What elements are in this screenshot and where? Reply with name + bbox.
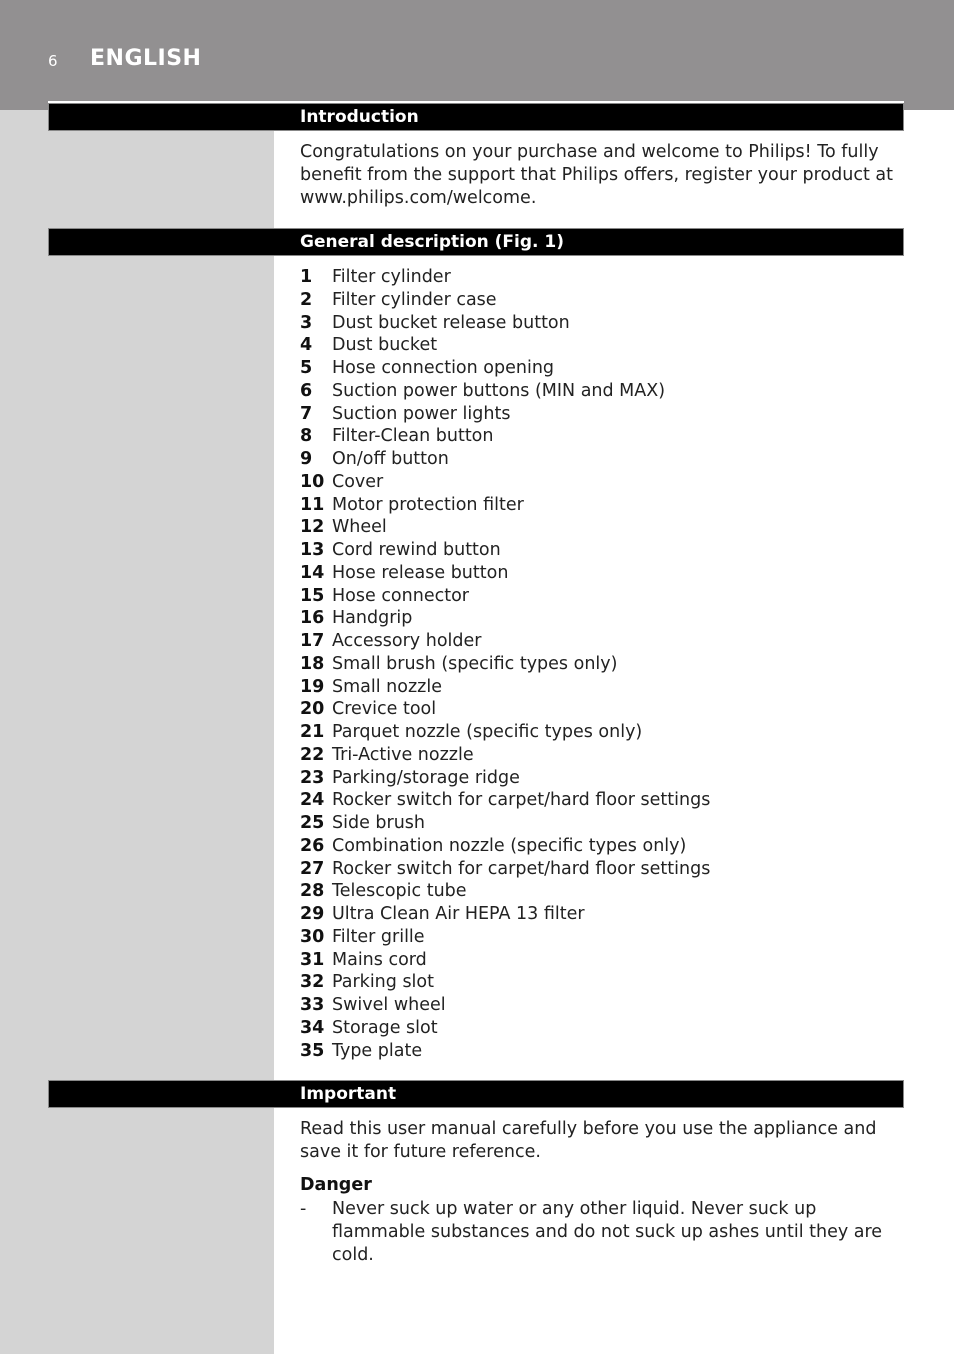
item-label: Storage slot bbox=[332, 1017, 438, 1038]
section-header-important bbox=[48, 1080, 904, 1108]
item-label: Small nozzle bbox=[332, 676, 442, 697]
item-label: Motor protection filter bbox=[332, 494, 524, 515]
item-number: 34 bbox=[300, 1017, 325, 1038]
item-label: Crevice tool bbox=[332, 699, 437, 720]
item-number: 26 bbox=[300, 835, 325, 856]
list-item bbox=[300, 653, 904, 676]
list-item bbox=[300, 812, 904, 835]
item-label: Swivel wheel bbox=[332, 995, 446, 1015]
list-item bbox=[300, 425, 904, 448]
danger-bullet-text: Never suck up water or any other liquid. Never suck up flammable substances and do not suck up ashes until they are cold. bbox=[332, 1199, 883, 1265]
item-number: 22 bbox=[300, 744, 325, 765]
item-label: Filter grille bbox=[332, 926, 425, 947]
list-item bbox=[300, 562, 904, 585]
item-label: Dust bucket release button bbox=[332, 312, 570, 333]
list-item bbox=[300, 1017, 904, 1040]
item-number: 7 bbox=[300, 403, 313, 424]
introduction-text: Congratulations on your purchase and welcome to Philips! To fully benefit from the support that Philips offers, register your product at www.philips.com/welcome. bbox=[300, 142, 894, 208]
item-number: 3 bbox=[300, 312, 313, 333]
danger-heading: Danger bbox=[300, 1175, 372, 1195]
item-label: Suction power lights bbox=[332, 403, 511, 424]
list-item bbox=[300, 835, 904, 858]
item-label: Ultra Clean Air HEPA 13 filter bbox=[332, 904, 585, 924]
item-number: 27 bbox=[300, 858, 325, 879]
item-number: 16 bbox=[300, 608, 325, 629]
item-label: Parking/storage ridge bbox=[332, 767, 520, 788]
item-label: Mains cord bbox=[332, 949, 427, 970]
item-label: Parking slot bbox=[332, 972, 434, 993]
item-label: Suction power buttons (MIN and MAX) bbox=[332, 380, 666, 401]
item-number: 25 bbox=[300, 813, 325, 833]
section-header-introduction bbox=[48, 103, 904, 131]
list-item bbox=[300, 789, 904, 812]
danger-bullet bbox=[300, 1198, 904, 1267]
section-header-general-description bbox=[48, 228, 904, 256]
list-item bbox=[300, 858, 904, 881]
item-label: Rocker switch for carpet/hard floor settings bbox=[332, 858, 711, 879]
list-item bbox=[300, 676, 904, 699]
item-label: Hose connection opening bbox=[332, 358, 555, 378]
list-item bbox=[300, 266, 904, 289]
item-label: Handgrip bbox=[332, 608, 413, 629]
item-label: Filter-Clean button bbox=[332, 426, 494, 447]
list-item bbox=[300, 357, 904, 380]
list-item bbox=[300, 880, 904, 903]
item-label: Type plate bbox=[332, 1040, 423, 1061]
item-label: Combination nozzle (specific types only) bbox=[332, 835, 687, 856]
list-item bbox=[300, 585, 904, 608]
section-title: General description (Fig. 1) bbox=[300, 232, 564, 252]
item-label: Cover bbox=[332, 471, 384, 492]
list-item bbox=[300, 721, 904, 744]
list-item bbox=[300, 607, 904, 630]
list-item bbox=[300, 903, 904, 926]
list-item bbox=[300, 380, 904, 403]
list-item bbox=[300, 471, 904, 494]
parts-list bbox=[300, 266, 904, 1062]
item-number: 12 bbox=[300, 517, 325, 538]
item-number: 2 bbox=[300, 289, 313, 310]
important-text: Read this user manual carefully before you use the appliance and save it for future reference. bbox=[300, 1119, 877, 1162]
list-item bbox=[300, 516, 904, 539]
item-number: 31 bbox=[300, 949, 325, 970]
item-label: Dust bucket bbox=[332, 335, 438, 356]
item-number: 29 bbox=[300, 904, 325, 924]
item-number: 18 bbox=[300, 653, 325, 674]
page-header bbox=[0, 0, 954, 110]
item-label: Hose release button bbox=[332, 562, 509, 583]
section-title: Introduction bbox=[300, 107, 419, 127]
list-item bbox=[300, 994, 904, 1017]
section-title: Important bbox=[300, 1084, 397, 1104]
item-label: Accessory holder bbox=[332, 631, 482, 651]
language-title: ENGLISH bbox=[90, 46, 202, 71]
list-item bbox=[300, 334, 904, 357]
list-item bbox=[300, 744, 904, 767]
list-item bbox=[300, 698, 904, 721]
item-label: Wheel bbox=[332, 517, 387, 538]
item-number: 19 bbox=[300, 676, 325, 697]
item-number: 9 bbox=[300, 449, 313, 469]
item-label: Tri-Active nozzle bbox=[332, 744, 474, 765]
item-number: 32 bbox=[300, 972, 325, 993]
list-item bbox=[300, 630, 904, 653]
item-label: Rocker switch for carpet/hard floor settings bbox=[332, 790, 711, 811]
item-label: Filter cylinder case bbox=[332, 289, 497, 310]
item-label: On/off button bbox=[332, 449, 449, 469]
item-number: 13 bbox=[300, 540, 325, 560]
list-item bbox=[300, 312, 904, 335]
item-number: 4 bbox=[300, 335, 313, 356]
list-item bbox=[300, 926, 904, 949]
item-label: Parquet nozzle (specific types only) bbox=[332, 722, 643, 742]
item-number: 8 bbox=[300, 426, 313, 447]
list-item bbox=[300, 539, 904, 562]
left-margin-band bbox=[0, 110, 274, 1354]
bullet-marker: - bbox=[300, 1199, 307, 1219]
list-item bbox=[300, 767, 904, 790]
item-label: Telescopic tube bbox=[332, 881, 467, 902]
item-number: 1 bbox=[300, 267, 313, 287]
item-number: 20 bbox=[300, 699, 325, 720]
item-number: 6 bbox=[300, 380, 313, 401]
item-label: Cord rewind button bbox=[332, 540, 501, 560]
list-item bbox=[300, 949, 904, 972]
item-label: Small brush (specific types only) bbox=[332, 653, 618, 674]
item-label: Hose connector bbox=[332, 585, 469, 606]
item-number: 35 bbox=[300, 1040, 325, 1061]
list-item bbox=[300, 403, 904, 426]
item-number: 33 bbox=[300, 995, 325, 1015]
list-item bbox=[300, 448, 904, 471]
item-number: 30 bbox=[300, 926, 325, 947]
item-number: 23 bbox=[300, 767, 325, 788]
list-item bbox=[300, 494, 904, 517]
item-label: Side brush bbox=[332, 813, 426, 833]
item-number: 28 bbox=[300, 881, 325, 902]
item-number: 14 bbox=[300, 562, 325, 583]
list-item bbox=[300, 289, 904, 312]
item-number: 17 bbox=[300, 631, 325, 651]
item-label: Filter cylinder bbox=[332, 267, 451, 287]
list-item bbox=[300, 971, 904, 994]
item-number: 15 bbox=[300, 585, 325, 606]
item-number: 5 bbox=[300, 358, 313, 378]
item-number: 11 bbox=[300, 494, 325, 515]
item-number: 10 bbox=[300, 471, 325, 492]
item-number: 24 bbox=[300, 790, 325, 811]
list-item bbox=[300, 1040, 904, 1063]
item-number: 21 bbox=[300, 722, 325, 742]
page-number: 6 bbox=[48, 52, 58, 70]
